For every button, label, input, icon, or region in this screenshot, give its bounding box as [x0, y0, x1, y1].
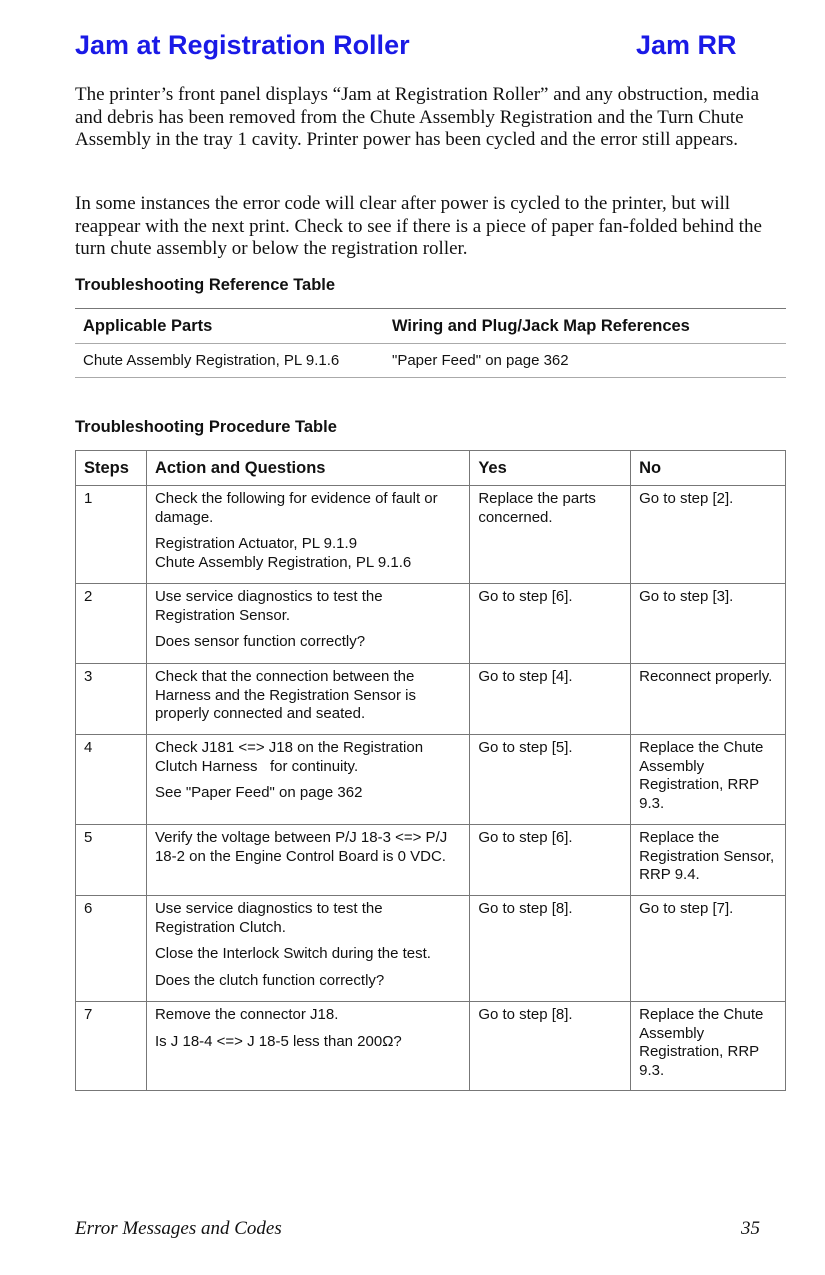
procedure-table-heading: Troubleshooting Procedure Table — [75, 418, 337, 436]
action-text: Check that the connection between the Harness and the Registration Sensor is properly connected and seated. — [154, 668, 416, 722]
footer-page-number: 35 — [741, 1218, 760, 1239]
column-header: Steps — [76, 451, 147, 486]
table-row — [76, 1002, 786, 1091]
step-number: 2 — [76, 584, 147, 664]
step-number: 5 — [76, 825, 147, 896]
intro-paragraph-2: In some instances the error code will clear after power is cycled to the printer, but will reappear with the next print. Check to see if there is a piece of paper fan-folded behind the turn chute assembly or below the registration roller. — [75, 193, 762, 259]
column-header: Yes — [470, 451, 631, 486]
table-row — [76, 896, 786, 1002]
footer-section-title: Error Messages and Codes — [75, 1218, 282, 1239]
table-row — [75, 344, 786, 378]
action-cell — [146, 896, 469, 1002]
action-text: Chute Assembly Registration, PL 9.1.6 — [154, 553, 412, 571]
no-cell: Go to step [2]. — [631, 486, 786, 584]
no-cell: Replace the Registration Sensor, RRP 9.4. — [631, 825, 786, 896]
yes-cell: Go to step [8]. — [470, 1002, 631, 1091]
manual-page — [75, 0, 786, 1275]
procedure-table-header — [76, 451, 786, 486]
reference-table-header — [75, 309, 786, 344]
action-cell — [146, 486, 469, 584]
action-text: Use service diagnostics to test the Registration Clutch. — [154, 900, 383, 936]
table-row — [76, 735, 786, 825]
action-text: Registration Actuator, PL 9.1.9 — [154, 535, 358, 552]
no-cell: Go to step [7]. — [631, 896, 786, 1002]
action-text: Verify the voltage between P/J 18-3 <=> P/J 18-2 on the Engine Control Board is 0 VDC. — [154, 829, 448, 865]
page-title: Jam at Registration Roller — [75, 30, 410, 60]
action-text: Does the clutch function correctly? — [154, 971, 385, 989]
action-cell — [146, 584, 469, 664]
yes-cell: Go to step [5]. — [470, 735, 631, 825]
procedure-table — [75, 450, 786, 1091]
no-cell: Go to step [3]. — [631, 584, 786, 664]
intro-paragraph-1: The printer’s front panel displays “Jam at Registration Roller” and any obstruction, media and debris has been removed from the Chute Assembly Registration and the Turn Chute Assembly in the tray 1 cavity. Printer power has been cycled and the error still appears. — [75, 84, 759, 150]
action-text: Close the Interlock Switch during the test. — [154, 945, 431, 962]
table-cell: "Paper Feed" on page 362 — [384, 344, 786, 378]
action-text: Remove the connector J18. — [154, 1006, 339, 1023]
action-text: Is J 18-4 <=> J 18-5 less than 200Ω? — [154, 1032, 402, 1050]
action-text: Check the following for evidence of fault or damage. — [154, 490, 438, 526]
yes-cell: Go to step [8]. — [470, 896, 631, 1002]
action-cell — [146, 1002, 469, 1091]
action-text: See "Paper Feed" on page 362 — [154, 784, 363, 801]
column-header: Wiring and Plug/Jack Map References — [384, 309, 786, 344]
no-cell: Replace the Chute Assembly Registration, RRP 9.3. — [631, 735, 786, 825]
action-text: Check J181 <=> J18 on the Registration Clutch Harness for continuity. — [154, 739, 428, 775]
yes-cell: Replace the parts concerned. — [470, 486, 631, 584]
yes-cell: Go to step [4]. — [470, 664, 631, 735]
table-row — [76, 486, 786, 584]
step-number: 3 — [76, 664, 147, 735]
step-number: 4 — [76, 735, 147, 825]
yes-cell: Go to step [6]. — [470, 825, 631, 896]
step-number: 7 — [76, 1002, 147, 1091]
step-number: 6 — [76, 896, 147, 1002]
table-row — [76, 584, 786, 664]
column-header: Applicable Parts — [75, 309, 384, 344]
action-cell — [146, 735, 469, 825]
step-number: 1 — [76, 486, 147, 584]
table-cell: Chute Assembly Registration, PL 9.1.6 — [75, 344, 384, 378]
action-cell — [146, 664, 469, 735]
action-text: Use service diagnostics to test the Registration Sensor. — [154, 588, 383, 624]
action-text: Does sensor function correctly? — [154, 633, 366, 650]
action-text-group — [155, 535, 461, 572]
title-row — [75, 30, 786, 70]
error-code: Jam RR — [636, 30, 737, 60]
yes-cell: Go to step [6]. — [470, 584, 631, 664]
table-row — [76, 825, 786, 896]
no-cell: Replace the Chute Assembly Registration, RRP 9.3. — [631, 1002, 786, 1091]
no-cell: Reconnect properly. — [631, 664, 786, 735]
reference-table-heading: Troubleshooting Reference Table — [75, 276, 336, 294]
column-header: Action and Questions — [146, 451, 469, 486]
reference-table — [75, 308, 786, 378]
table-row — [76, 664, 786, 735]
column-header: No — [631, 451, 786, 486]
action-cell — [146, 825, 469, 896]
